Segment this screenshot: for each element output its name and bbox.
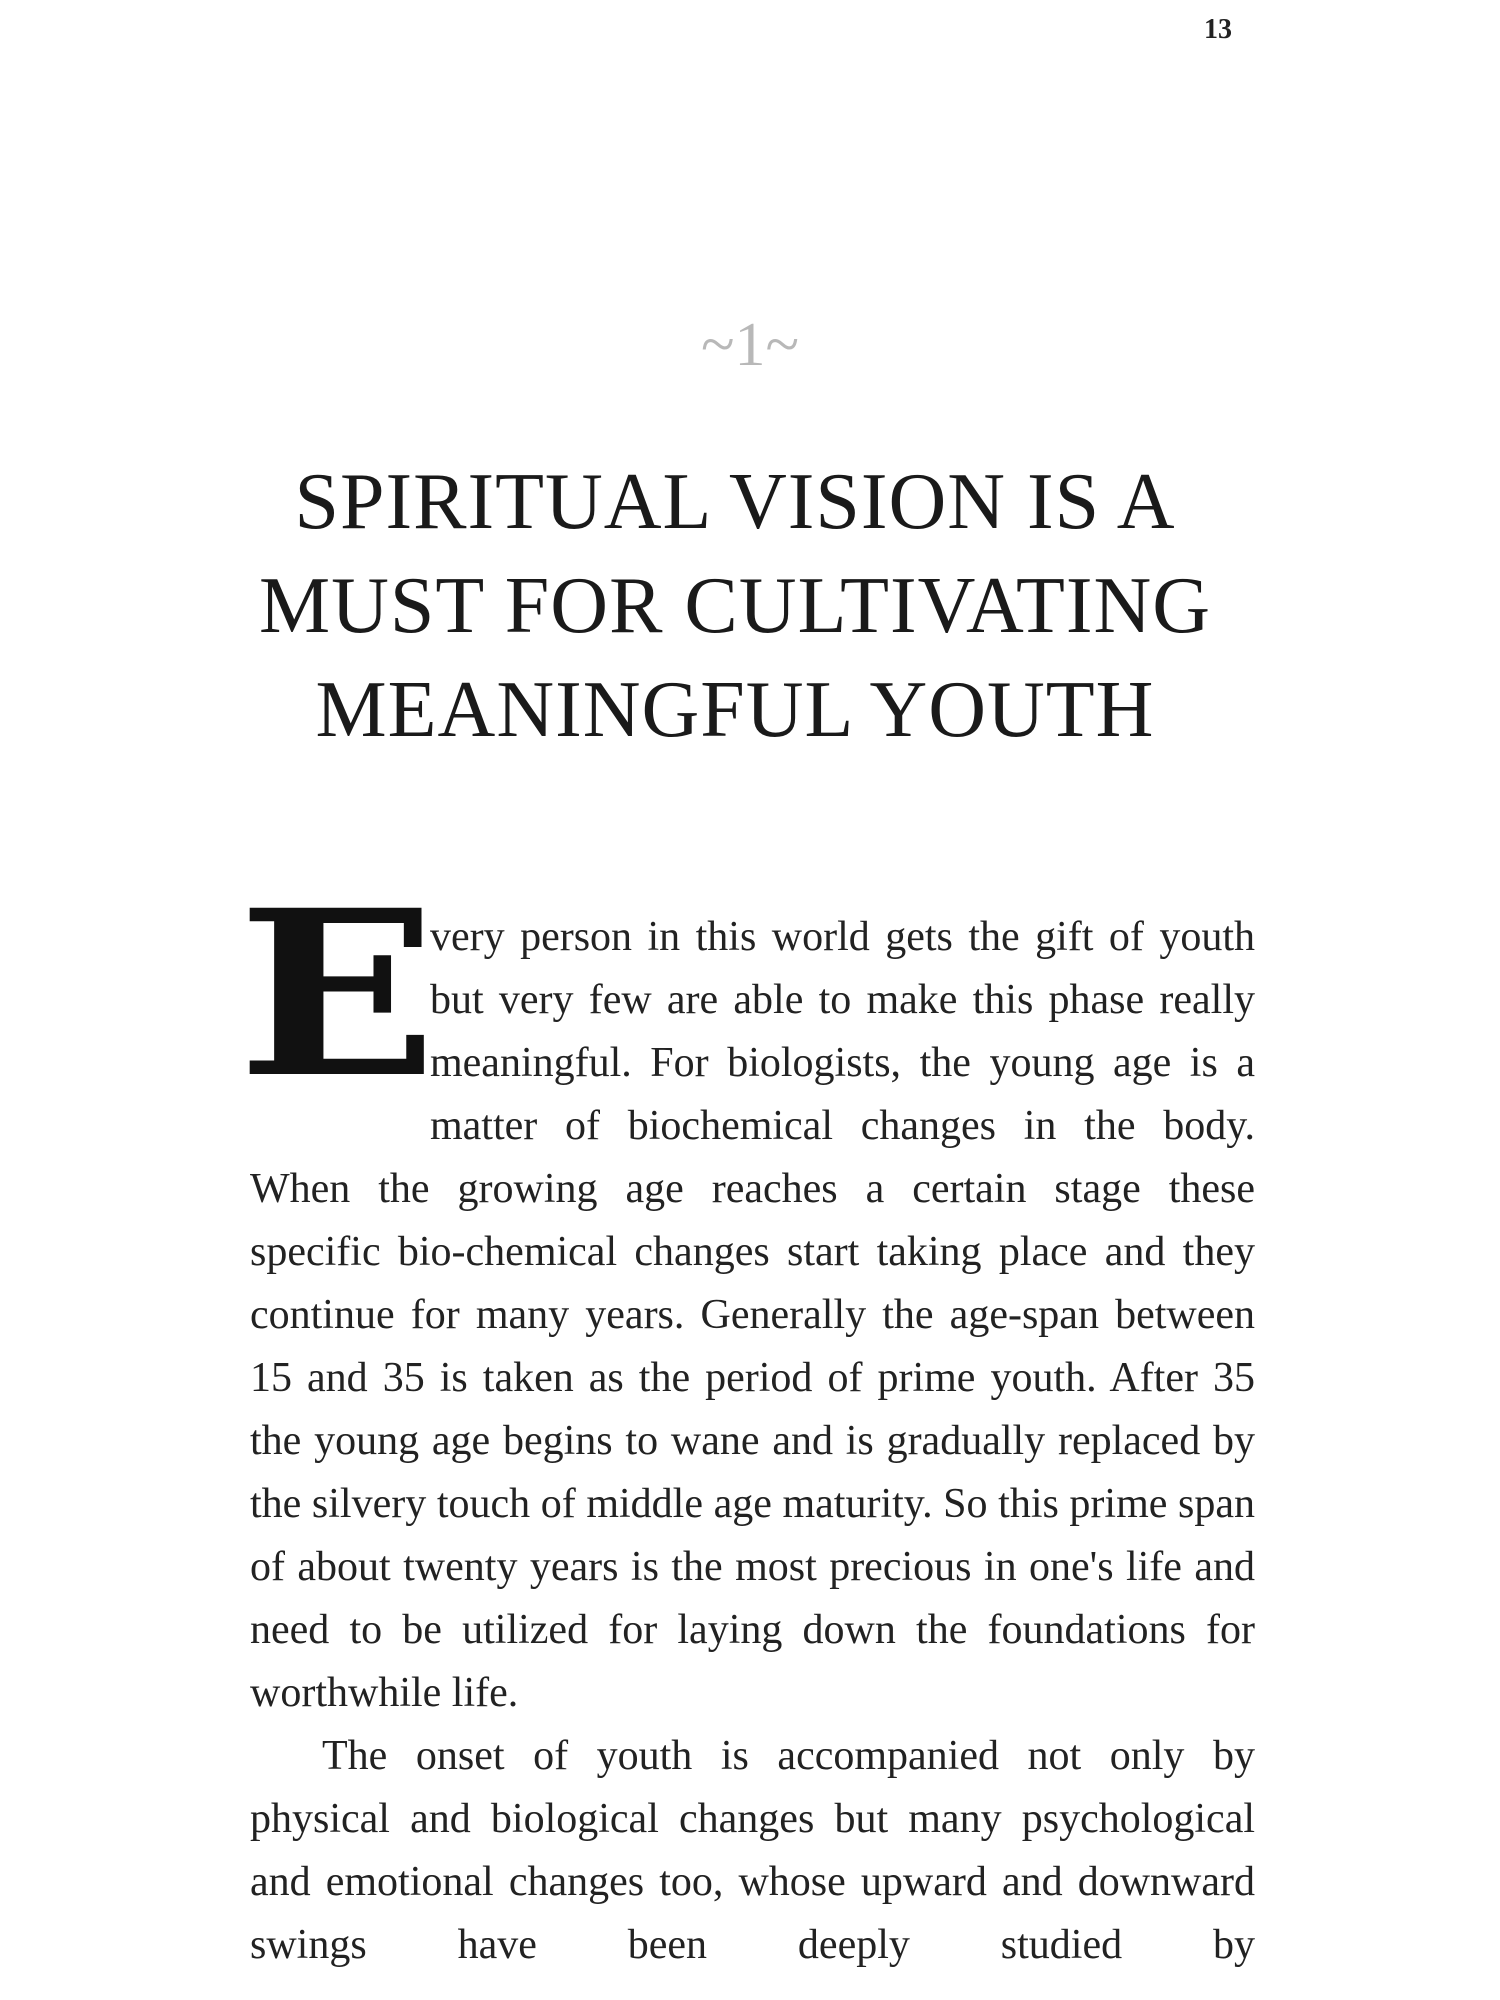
drop-cap [237,860,438,1128]
paragraph-2: The onset of youth is accompanied not only by physical and biological changes but many psychological and emotional changes too, whose upward and downward swings have been deeply studied by [250,1733,1255,1968]
chapter-title-line: MUST FOR CULTIVATING [258,562,1212,650]
chapter-title-line: MEANINGFUL YOUTH [315,666,1155,754]
chapter-title-line: SPIRITUAL VISION IS A [294,458,1176,546]
page-number: 13 [1204,14,1232,45]
body-text [237,860,1255,1977]
chapter-number: ~1~ [700,311,800,379]
chapter-title [160,450,1310,762]
paragraph-1 [237,860,1255,1725]
drop-cap-letter: E [237,860,438,1128]
paragraph-1-text: very person in this world gets the gift of youth but very few are able to make this phase really meaningful. For biologists, the young age is a matter of biochemical changes in the body. When the growing age reaches a certain stage these specific bio-chemical changes start taking place and they continue for many years. Generally the age-span between 15 and 35 is taken as the period of prime youth. After 35 the young age begins to wane and is gradually replaced by the silvery touch of middle age maturity. So this prime span of about twenty years is the most precious in one's life and need to be utilized for laying down the foundations for worthwhile life. [250,914,1255,1716]
